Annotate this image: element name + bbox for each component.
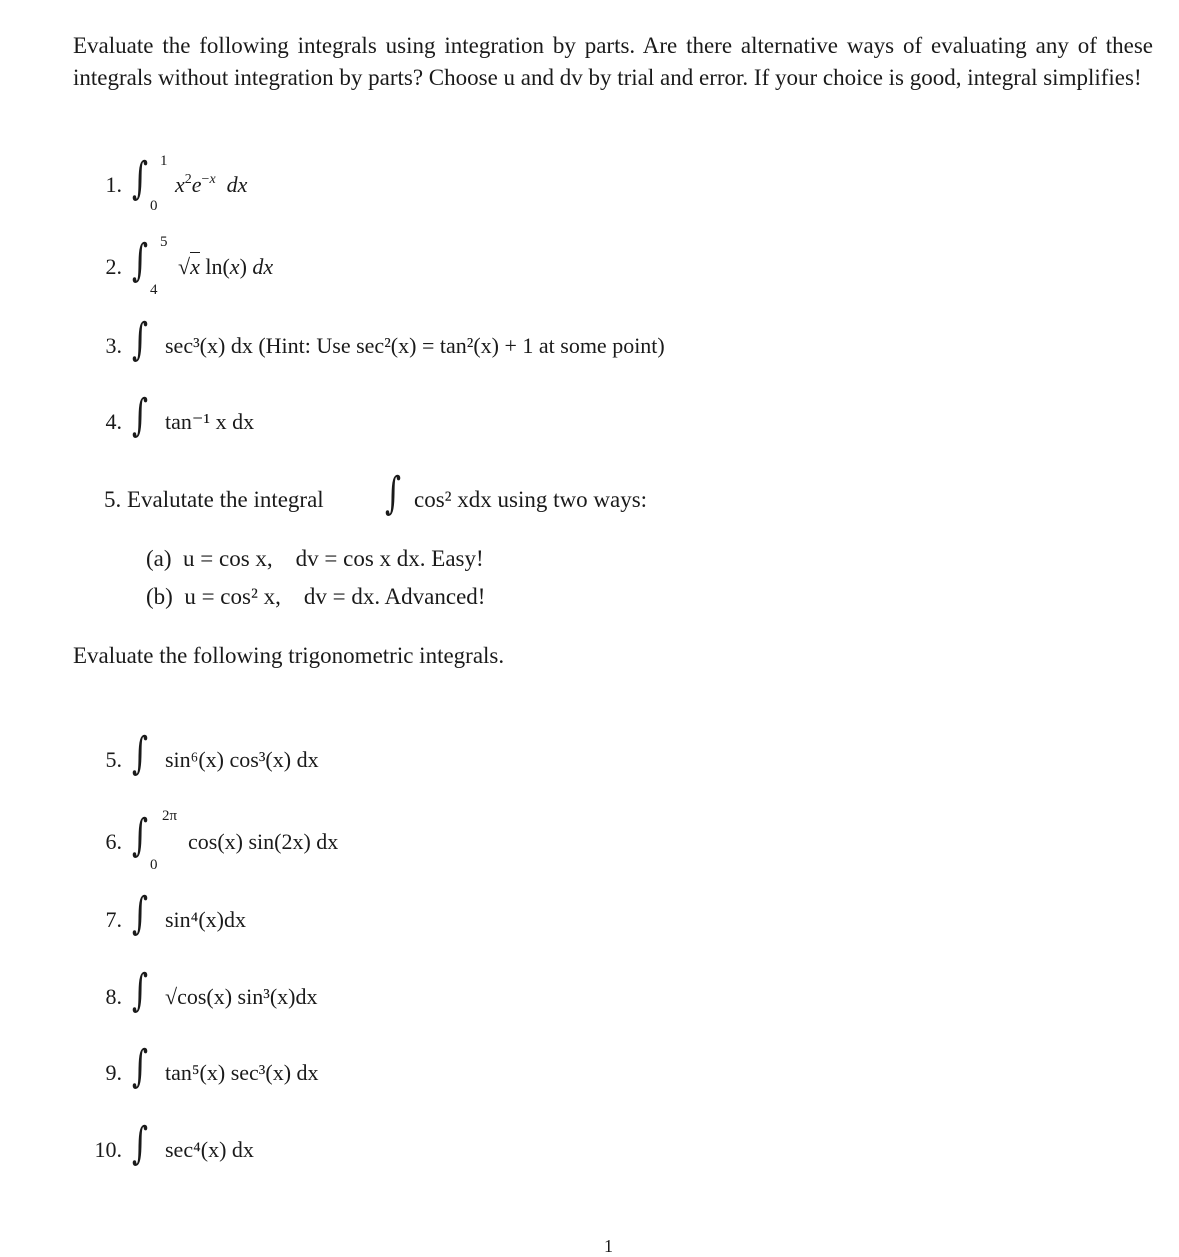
trig-problem-6 [0, 808, 1179, 873]
integrand: cos(x) sin(2x) dx [188, 829, 339, 854]
subpart-b: (b) u = cos² x, dv = dx. Advanced! [146, 584, 486, 609]
integrand: $x^2e^{-x}$ dx [175, 172, 248, 197]
lower-limit: 0 [150, 857, 158, 873]
trig-problem-8 [0, 967, 1179, 1027]
problem-number: 7. [105, 907, 122, 932]
subpart-a: (a) u = cos x, dv = cos x dx. Easy! [146, 546, 484, 571]
trig-problem-5 [0, 730, 1179, 790]
integrand: sec⁴(x) dx [165, 1137, 254, 1162]
integral-sign: ∫ [132, 235, 149, 286]
problem-2 [0, 234, 1179, 298]
problem-number: 1. [105, 172, 122, 197]
integrand: √x ln(x) dx [178, 254, 274, 279]
trig-problem-9 [0, 1043, 1179, 1103]
problem-3 [0, 316, 1179, 376]
integrand: tan⁵(x) sec³(x) dx [165, 1060, 319, 1085]
integral-sign: ∫ [132, 390, 149, 441]
integral-sign: ∫ [132, 965, 149, 1016]
integrand: tan⁻¹ x dx [165, 409, 255, 434]
trig-problem-7 [0, 890, 1179, 950]
upper-limit: 2π [162, 808, 178, 824]
problem-number: 6. [105, 829, 122, 854]
problem-number: 8. [105, 984, 122, 1009]
problem-number: 5. [105, 747, 122, 772]
upper-limit: 5 [160, 234, 168, 250]
integrand: sin⁶(x) cos³(x) dx [165, 747, 319, 772]
lower-limit: 0 [150, 198, 158, 214]
integrand: sec³(x) dx (Hint: Use sec²(x) = tan²(x) + 1 at some point) [165, 333, 665, 358]
problem-number: 4. [105, 409, 122, 434]
integral-sign: ∫ [132, 153, 149, 204]
integral-sign: ∫ [132, 1041, 149, 1092]
problem-number: 3. [105, 333, 122, 358]
integral-sign: ∫ [385, 468, 402, 519]
problem-number: 2. [105, 254, 122, 279]
problem-1 [0, 155, 1179, 215]
intro-paragraph: Evaluate the following integrals using integration by parts. Are there alternative ways of evaluating any of these integrals without integration by parts? Choose u and dv by trial and error. If your choice is good, integral simplifies! [73, 33, 1153, 90]
trig-problem-10 [0, 1120, 1179, 1180]
integrand: √cos(x) sin³(x)dx [165, 984, 318, 1009]
integral-sign: ∫ [132, 888, 149, 939]
trig-heading: Evaluate the following trigonometric integrals. [73, 643, 505, 668]
integral-sign: ∫ [132, 810, 149, 861]
integral-sign: ∫ [132, 1118, 149, 1169]
integrand: sin⁴(x)dx [165, 907, 246, 932]
lower-limit: 4 [150, 282, 158, 298]
problem-number: 9. [105, 1060, 122, 1085]
problem-5-prefix: 5. Evalutate the integral [104, 487, 324, 512]
problem-4 [0, 392, 1179, 452]
integral-sign: ∫ [132, 314, 149, 365]
page-number: 1 [604, 1236, 613, 1256]
problem-5-parts [104, 470, 1104, 530]
problem-5-expr: cos² xdx using two ways: [414, 487, 648, 512]
integral-sign: ∫ [132, 728, 149, 779]
problem-number: 10. [94, 1137, 122, 1162]
upper-limit: 1 [160, 153, 168, 169]
